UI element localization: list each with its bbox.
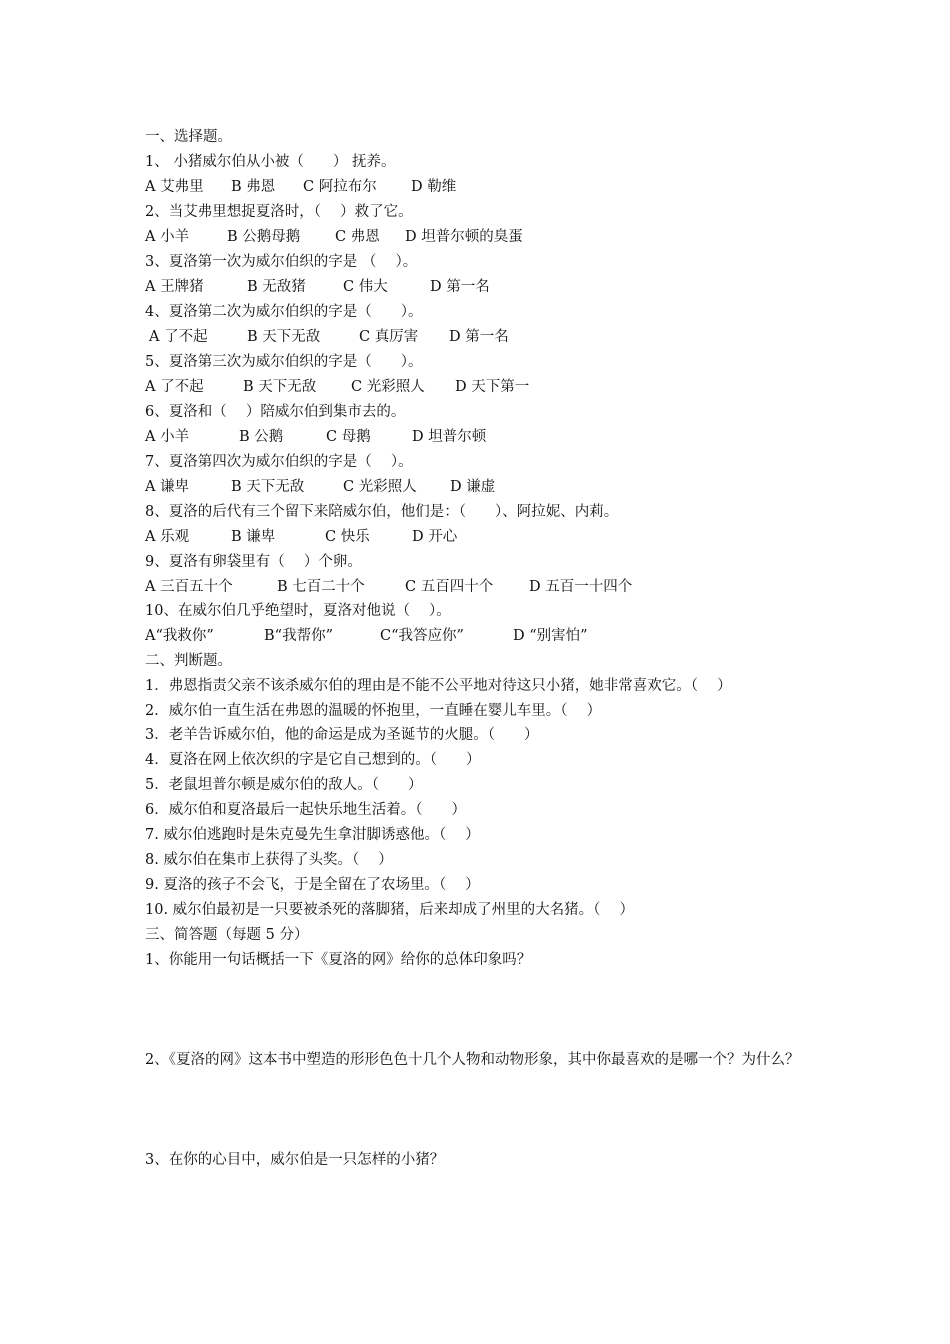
option: C 阿拉布尔 (303, 179, 377, 195)
question-9: 9、夏洛有卵袋里有（ ）个卵。 (145, 554, 362, 570)
options-2 (145, 228, 523, 246)
option: B 天下无敌 (243, 379, 317, 395)
option: A“我救你” (145, 628, 214, 644)
short-answer-3: 3、在你的心目中，威尔伯是一只怎样的小猪？ (145, 1152, 445, 1168)
options-8 (145, 528, 457, 546)
section-heading-short-answer: 三、简答题（每题 5 分） (145, 927, 309, 943)
option: C 快乐 (325, 529, 370, 545)
section-heading-choice: 一、选择题。 (145, 129, 232, 145)
option: A 小羊 (145, 429, 190, 445)
option: D 谦虚 (450, 479, 496, 495)
option: C“我答应你” (380, 628, 464, 644)
option: B 谦卑 (231, 529, 276, 545)
option: B 弗恩 (231, 179, 276, 195)
option: C 伟大 (343, 279, 388, 295)
options-10 (145, 627, 588, 645)
option: A 了不起 (145, 379, 204, 395)
tf-item-5: 5．老鼠坦普尔顿是威尔伯的敌人。（ ） (145, 777, 423, 793)
option: B 无敌猪 (247, 279, 306, 295)
option: B 公鹅 (239, 429, 284, 445)
option: D 坦普尔顿的臭蛋 (405, 229, 523, 245)
options-9 (145, 578, 632, 596)
option: C 真厉害 (359, 329, 419, 345)
question-3: 3、夏洛第一次为威尔伯织的字是 （ ）。 (145, 254, 418, 270)
option: A 小羊 (145, 229, 190, 245)
tf-item-7: 7. 威尔伯逃跑时是朱克曼先生拿泔脚诱惑他。（ ） (145, 827, 480, 843)
option: D “别害怕” (513, 628, 588, 644)
option: C 弗恩 (335, 229, 380, 245)
options-5 (145, 378, 529, 396)
section-heading-true-false: 二、判断题。 (145, 653, 232, 669)
option: D 开心 (412, 529, 458, 545)
tf-item-9: 9. 夏洛的孩子不会飞，于是全留在了农场里。（ ） (145, 877, 480, 893)
option: A 三百五十个 (145, 579, 233, 595)
option: D 勒维 (411, 179, 457, 195)
question-7: 7、夏洛第四次为威尔伯织的字是（ ）。 (145, 454, 413, 470)
tf-item-2: 2．威尔伯一直生活在弗恩的温暖的怀抱里，一直睡在婴儿车里。（ ） (145, 703, 602, 719)
option: D 第一名 (430, 279, 490, 295)
question-1: 1、 小猪威尔伯从小被（ ） 抚养。 (145, 154, 396, 170)
tf-item-6: 6．威尔伯和夏洛最后一起快乐地生活着。（ ） (145, 802, 466, 818)
option: A 乐观 (145, 529, 190, 545)
option: A 了不起 (149, 329, 208, 345)
option: C 光彩照人 (343, 479, 417, 495)
option: C 五百四十个 (405, 579, 494, 595)
question-4: 4、夏洛第二次为威尔伯织的字是（ ）。 (145, 304, 423, 320)
question-2: 2、当艾弗里想捉夏洛时，（ ）救了它。 (145, 204, 413, 220)
option: A 谦卑 (145, 479, 190, 495)
tf-item-4: 4．夏洛在网上依次织的字是它自己想到的。（ ） (145, 752, 481, 768)
option: B 天下无敌 (247, 329, 321, 345)
option: A 王牌猪 (145, 279, 204, 295)
short-answer-2: 2、《夏洛的网》这本书中塑造的形形色色十几个人物和动物形象，其中你最喜欢的是哪一个？为什么？ (145, 1052, 800, 1068)
tf-item-8: 8. 威尔伯在集市上获得了头奖。（ ） (145, 852, 393, 868)
question-5: 5、夏洛第三次为威尔伯织的字是（ ）。 (145, 354, 423, 370)
question-10: 10、在威尔伯几乎绝望时，夏洛对他说（ ）。 (145, 603, 451, 619)
option: D 天下第一 (455, 379, 530, 395)
question-6: 6、夏洛和（ ）陪威尔伯到集市去的。 (145, 404, 406, 420)
question-8: 8、夏洛的后代有三个留下来陪威尔伯，他们是：（ ）、阿拉妮、内莉。 (145, 504, 619, 520)
tf-item-10: 10. 威尔伯最初是一只要被杀死的落脚猪，后来却成了州里的大名猪。（ ） (145, 902, 635, 918)
tf-item-3: 3．老羊告诉威尔伯，他的命运是成为圣诞节的火腿。（ ） (145, 727, 539, 743)
option: B 公鹅母鹅 (227, 229, 301, 245)
option: D 五百一十四个 (529, 579, 633, 595)
option: A 艾弗里 (145, 179, 204, 195)
options-7 (145, 478, 495, 496)
options-4 (149, 328, 509, 346)
option: B“我帮你” (264, 628, 333, 644)
option: C 光彩照人 (351, 379, 425, 395)
options-3 (145, 278, 490, 296)
option: D 坦普尔顿 (412, 429, 487, 445)
tf-item-1: 1．弗恩指责父亲不该杀威尔伯的理由是不能不公平地对待这只小猪，她非常喜欢它。（ ） (145, 678, 732, 694)
option: B 天下无敌 (231, 479, 305, 495)
short-answer-1: 1、你能用一句话概括一下《夏洛的网》给你的总体印象吗？ (145, 952, 532, 968)
options-1 (145, 178, 456, 196)
option: B 七百二十个 (277, 579, 365, 595)
option: C 母鹅 (326, 429, 371, 445)
options-6 (145, 428, 486, 446)
option: D 第一名 (449, 329, 509, 345)
